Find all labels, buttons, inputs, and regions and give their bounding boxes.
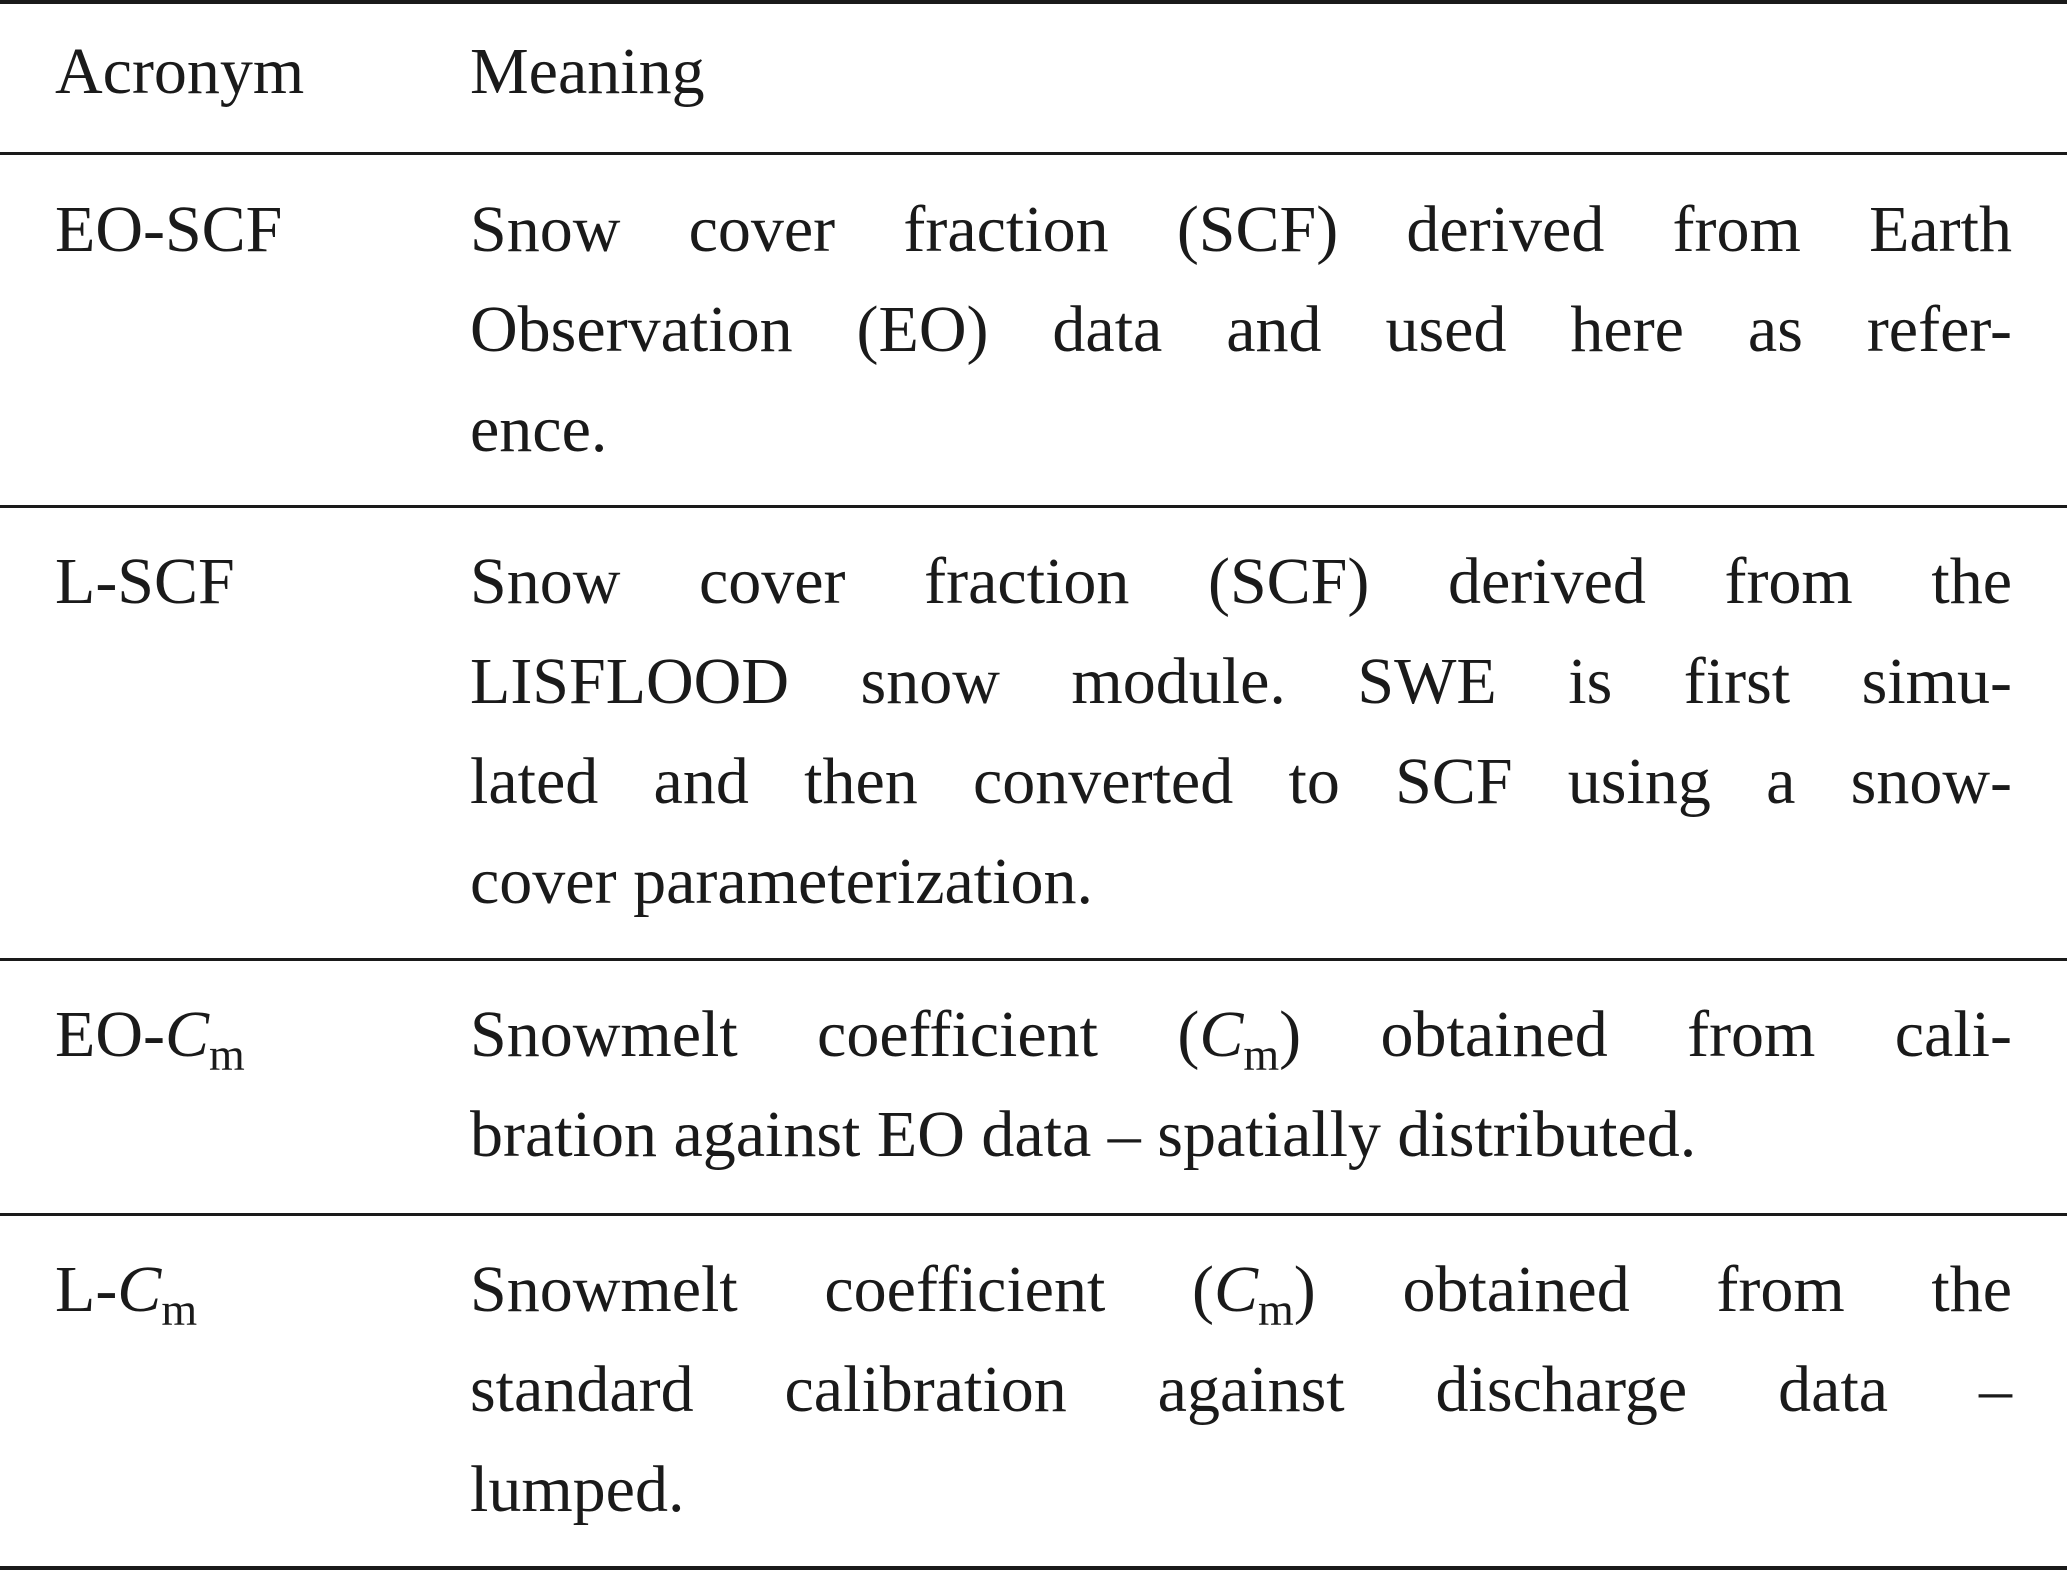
row-divider: [0, 505, 2067, 508]
meaning-symbol: C: [1213, 1253, 1258, 1326]
meaning-line: Observation (EO) data and used here as refer-: [470, 293, 2012, 366]
meaning-line: bration against EO data – spatially distributed.: [470, 1098, 1697, 1171]
meaning-text: ) obtained from cali-: [1279, 998, 2012, 1071]
meaning-line: lated and then converted to SCF using a snow-: [470, 745, 2012, 818]
meaning-line: standard calibration against discharge data –: [470, 1353, 2012, 1426]
table-bottom-rule: [0, 1566, 2067, 1570]
meaning-line: Snow cover fraction (SCF) derived from Earth: [470, 193, 2012, 266]
meaning-text: Snowmelt coefficient (: [470, 998, 1200, 1071]
table-row-l-cm-acronym: [55, 1240, 197, 1340]
table-row-l-scf-meaning: [470, 532, 2012, 932]
meaning-line: lumped.: [470, 1453, 685, 1526]
acronym-symbol: C: [117, 1253, 162, 1326]
meaning-line: cover parameterization.: [470, 845, 1093, 918]
acronym-subscript: m: [161, 1284, 198, 1335]
header-meaning: [470, 22, 2012, 122]
header-acronym: Acronym: [55, 35, 305, 108]
table-row-l-cm-meaning: [470, 1240, 2012, 1540]
acronym-prefix: L-: [55, 1253, 118, 1326]
meaning-text: Snowmelt coefficient (: [470, 1253, 1214, 1326]
meaning-subscript: m: [1243, 1029, 1280, 1080]
row-divider: [0, 958, 2067, 961]
meaning-line: ence.: [470, 393, 608, 466]
meaning-line: LISFLOOD snow module. SWE is first simu-: [470, 645, 2012, 718]
table-row-eo-scf-acronym: EO-SCF: [55, 193, 283, 266]
header-rule: [0, 152, 2067, 155]
table-row-l-scf-acronym: L-SCF: [55, 545, 235, 618]
table-row-eo-scf-meaning: [470, 180, 2012, 480]
acronym-subscript: m: [209, 1029, 245, 1080]
meaning-text: ) obtained from the: [1293, 1253, 2012, 1326]
acronym-prefix: EO-: [55, 998, 165, 1071]
meaning-symbol: C: [1199, 998, 1244, 1071]
header-meaning-text: Meaning: [470, 35, 705, 108]
table-top-rule: [0, 0, 2067, 4]
row-divider: [0, 1213, 2067, 1216]
table-row-eo-cm-acronym: [55, 985, 245, 1085]
acronym-symbol: C: [164, 998, 209, 1071]
meaning-line: [470, 1240, 2012, 1340]
meaning-line: Snow cover fraction (SCF) derived from the: [470, 545, 2012, 618]
meaning-subscript: m: [1258, 1284, 1294, 1335]
table-row-eo-cm-meaning: [470, 985, 2012, 1185]
meaning-line: [470, 985, 2012, 1085]
